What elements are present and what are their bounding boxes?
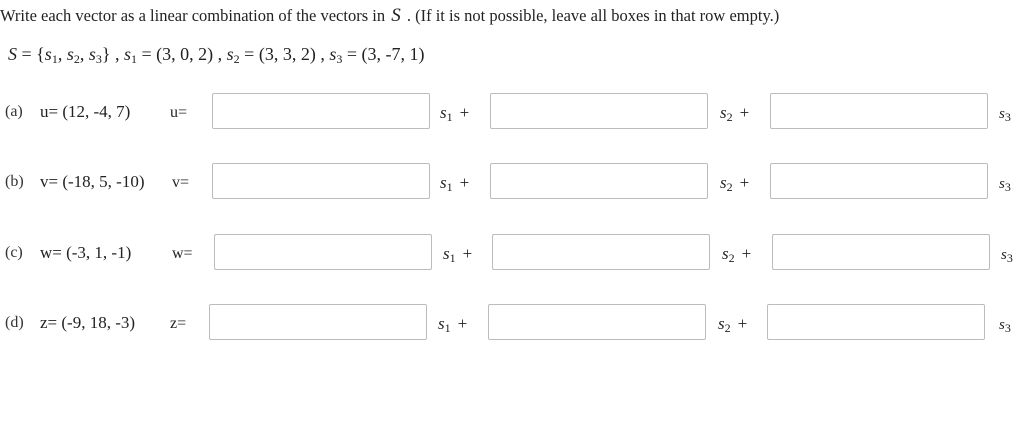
s-symbol: s (443, 244, 450, 263)
s3-term (999, 317, 1011, 336)
vector-equals: v= (172, 174, 190, 191)
row-label: (c) (5, 244, 23, 261)
coefficient-s1-input[interactable] (212, 163, 430, 199)
plus-sign: + (741, 244, 752, 263)
plus-sign: + (459, 103, 470, 122)
s-symbol: s (999, 106, 1005, 122)
s2-term (718, 314, 747, 336)
s2-value: (3, 3, 2) (258, 44, 316, 64)
given-vector: u= (12, -4, 7) (40, 102, 131, 121)
index: 3 (1004, 110, 1011, 124)
given-vector: v= (-18, 5, -10) (40, 172, 145, 191)
s2-term (720, 173, 749, 195)
row-c (0, 234, 1024, 274)
index: 1 (444, 321, 451, 335)
index: 2 (726, 180, 733, 194)
row-b (0, 163, 1024, 203)
s1-index: 1 (131, 52, 137, 66)
set-open: = { (17, 44, 45, 64)
s1-term (440, 173, 469, 195)
s1-value: (3, 0, 2) (156, 44, 214, 64)
coefficient-s2-input[interactable] (488, 304, 706, 340)
member-sep: , (79, 44, 89, 64)
index: 3 (1004, 180, 1011, 194)
member-s: s (88, 44, 96, 64)
plus-sign: + (457, 314, 468, 333)
index: 1 (446, 110, 453, 124)
member-s: s (66, 44, 74, 64)
instruction-after: . (If it is not possible, leave all boxes in that row empty.) (406, 6, 780, 25)
s1-term (438, 314, 467, 336)
s1-term (440, 103, 469, 125)
s2-term (720, 103, 749, 125)
index: 1 (449, 251, 456, 265)
instruction-before: Write each vector as a linear combination of the vectors in (0, 6, 386, 25)
s-symbol: s (720, 173, 727, 192)
plus-sign: + (462, 244, 473, 263)
member-index: 3 (95, 52, 102, 66)
s-symbol: s (440, 103, 447, 122)
s3-symbol: s (329, 44, 337, 64)
row-label: (b) (5, 173, 24, 190)
s3-term (1001, 247, 1013, 266)
plus-sign: + (739, 173, 750, 192)
coefficient-s3-input[interactable] (767, 304, 985, 340)
vector-equals: w= (172, 245, 193, 262)
row-label: (d) (5, 314, 24, 331)
given-vector: w= (-3, 1, -1) (40, 243, 132, 262)
set-name: S (8, 44, 17, 64)
coefficient-s3-input[interactable] (770, 93, 988, 129)
s3-index: 3 (336, 52, 343, 66)
vector-equals: z= (170, 315, 187, 332)
coefficient-s3-input[interactable] (770, 163, 988, 199)
s-symbol: s (999, 176, 1005, 192)
given-vector: z= (-9, 18, -3) (40, 313, 136, 332)
s-symbol: s (438, 314, 445, 333)
index: 3 (1006, 251, 1013, 265)
s-symbol: s (440, 173, 447, 192)
vector-equals: u= (170, 104, 188, 121)
coefficient-s2-input[interactable] (490, 163, 708, 199)
set-symbol: S (391, 5, 401, 26)
s3-value: (3, -7, 1) (361, 44, 425, 64)
coefficient-s1-input[interactable] (212, 93, 430, 129)
row-d (0, 304, 1024, 344)
coefficient-s3-input[interactable] (772, 234, 990, 270)
s-symbol: s (722, 244, 729, 263)
member-sep: , (57, 44, 67, 64)
index: 1 (446, 180, 453, 194)
s2-index: 2 (233, 52, 240, 66)
coefficient-s2-input[interactable] (492, 234, 710, 270)
instruction-text (0, 5, 779, 27)
s3-term (999, 106, 1011, 125)
s-symbol: s (718, 314, 725, 333)
set-definition: $S = \{s_1$, $s_2$, $s_3$} , $s_1 = (3$, 0, 2) , $s_2 = (3$, 3, 2) , $s_3 = (3$, -7, 1) (8, 44, 425, 66)
s1-term (443, 244, 472, 266)
s-symbol: s (999, 317, 1005, 333)
coefficient-s1-input[interactable] (214, 234, 432, 270)
plus-sign: + (737, 314, 748, 333)
s-symbol: s (1001, 247, 1007, 263)
s2-symbol: s (226, 44, 234, 64)
coefficient-s1-input[interactable] (209, 304, 427, 340)
plus-sign: + (739, 103, 750, 122)
s-symbol: s (720, 103, 727, 122)
member-s: s (44, 44, 52, 64)
index: 2 (728, 251, 735, 265)
plus-sign: + (459, 173, 470, 192)
row-a (0, 93, 1024, 133)
index: 3 (1004, 321, 1011, 335)
index: 2 (726, 110, 733, 124)
index: 2 (724, 321, 731, 335)
s3-term (999, 176, 1011, 195)
coefficient-s2-input[interactable] (490, 93, 708, 129)
row-label: (a) (5, 103, 23, 120)
member-index: 2 (73, 52, 80, 66)
s1-symbol: s (123, 44, 131, 64)
member-index: 1 (51, 52, 58, 66)
set-close: } , (101, 44, 124, 64)
s2-term (722, 244, 751, 266)
